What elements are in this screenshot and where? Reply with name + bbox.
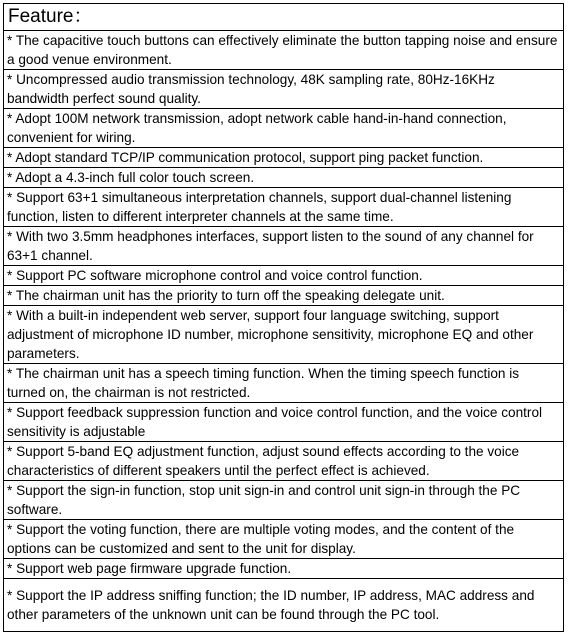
- feature-item: * Adopt a 4.3-inch full color touch screen.: [4, 168, 564, 188]
- feature-item: * Adopt standard TCP/IP communication protocol, support ping packet function.: [4, 148, 564, 168]
- table-row: [4, 266, 564, 286]
- feature-item: * Support feedback suppression function and voice control function, and the voice control sensitivity is adjustable: [4, 403, 564, 442]
- feature-item: * Support PC software microphone control and voice control function.: [4, 266, 564, 286]
- table-row: [4, 286, 564, 306]
- feature-item: * Support the voting function, there are multiple voting modes, and the content of the options can be customized and sent to the unit for display.: [4, 520, 564, 559]
- table-row: [4, 168, 564, 188]
- feature-item: * Support the IP address sniffing function; the ID number, IP address, MAC address and other parameters of the unknown unit can be found through the PC tool.: [4, 579, 564, 632]
- table-row: [4, 481, 564, 520]
- feature-item: * Support the sign-in function, stop unit sign-in and control unit sign-in through the PC software.: [4, 481, 564, 520]
- feature-item: * With two 3.5mm headphones interfaces, support listen to the sound of any channel for 63+1 channel.: [4, 227, 564, 266]
- table-row: [4, 70, 564, 109]
- feature-item: * The chairman unit has a speech timing function. When the timing speech function is turned on, the chairman is not restricted.: [4, 364, 564, 403]
- table-row: [4, 403, 564, 442]
- feature-item: * With a built-in independent web server, support four language switching, support adjustment of microphone ID number, microphone sensitivity, microphone EQ and other parameters.: [4, 306, 564, 364]
- feature-item: * Support 5-band EQ adjustment function, adjust sound effects according to the voice characteristics of different speakers until the perfect effect is achieved.: [4, 442, 564, 481]
- table-row: [4, 31, 564, 70]
- table-row: [4, 364, 564, 403]
- feature-item: * Adopt 100M network transmission, adopt network cable hand-in-hand connection, convenient for wiring.: [4, 109, 564, 148]
- feature-heading: Feature：: [4, 4, 564, 31]
- feature-item: * The chairman unit has the priority to turn off the speaking delegate unit.: [4, 286, 564, 306]
- table-row: [4, 227, 564, 266]
- table-row: [4, 188, 564, 227]
- feature-item: * Support 63+1 simultaneous interpretation channels, support dual-channel listening function, listen to different interpreter channels at the same time.: [4, 188, 564, 227]
- table-row: [4, 306, 564, 364]
- feature-table: [3, 3, 564, 632]
- table-row: [4, 109, 564, 148]
- table-row: [4, 442, 564, 481]
- feature-item: * The capacitive touch buttons can effectively eliminate the button tapping noise and ensure a good venue environment.: [4, 31, 564, 70]
- feature-item: * Uncompressed audio transmission technology, 48K sampling rate, 80Hz-16KHz bandwidth perfect sound quality.: [4, 70, 564, 109]
- table-row: [4, 520, 564, 559]
- table-row: [4, 148, 564, 168]
- header-row: [4, 4, 564, 31]
- feature-item: * Support web page firmware upgrade function.: [4, 559, 564, 579]
- table-row: [4, 579, 564, 632]
- table-row: [4, 559, 564, 579]
